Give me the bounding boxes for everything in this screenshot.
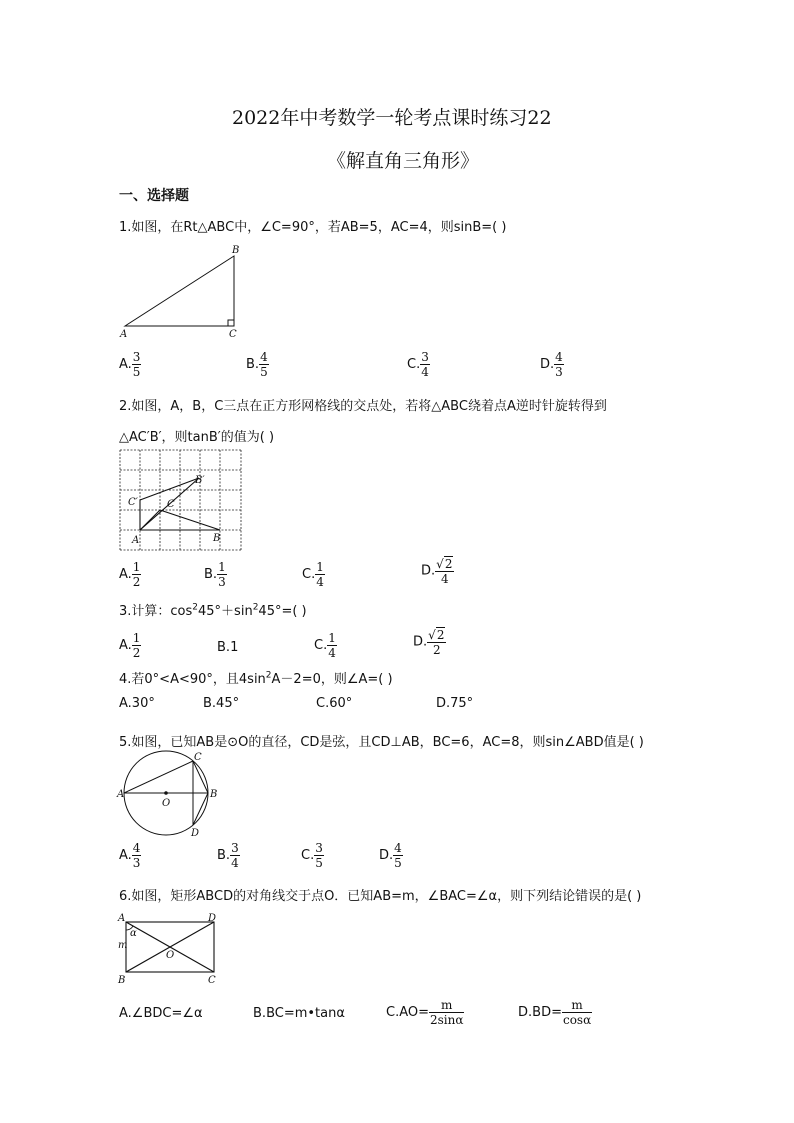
page-title: 2022年中考数学一轮考点课时练习22 — [232, 107, 552, 129]
q5-label-c: C — [194, 752, 202, 763]
question-2-text-line2: △AC′B′，则tanB′的值为( ) — [119, 430, 275, 445]
q5-option-b[interactable]: B. $\frac{3}{4}$ — [217, 841, 239, 870]
question-1-figure — [116, 242, 246, 340]
question-2-text-line1: 2.如图，A，B，C三点在正方形网格线的交点处，若将△ABC绕着点A逆时针旋转得到 — [119, 399, 607, 414]
q3-option-d[interactable]: D. $\frac{√2}{2}$ — [413, 628, 445, 657]
q4-option-b[interactable]: B.45° — [203, 696, 240, 711]
q2-option-b[interactable]: B. $\frac{1}{3}$ — [204, 560, 226, 589]
question-6-text: 6.如图，矩形ABCD的对角线交于点O．已知AB=m，∠BAC=∠α，则下列结论错误的是( ) — [119, 889, 642, 904]
q2-label-b-prime: B′ — [195, 475, 205, 486]
q6-label-o: O — [166, 950, 175, 961]
q6-option-b[interactable]: B.BC=m•tanα — [253, 1006, 345, 1021]
question-1-text: 1.如图，在Rt△ABC中，∠C=90°，若AB=5，AC=4，则sinB=( ) — [119, 220, 507, 235]
q1-label-a: A — [120, 329, 128, 340]
q3-option-c[interactable]: C. $\frac{1}{4}$ — [314, 631, 336, 660]
q4-option-a[interactable]: A.30° — [119, 696, 155, 711]
question-4-text: 4.若0°<A<90°，且$4\sin^2A-2=0$，则∠A=( ) — [119, 670, 393, 687]
q6-option-a[interactable]: A.∠BDC=∠α — [119, 1006, 203, 1021]
q2-label-a: A — [132, 535, 140, 546]
q3-option-b[interactable]: B.1 — [217, 640, 239, 655]
q5-option-c[interactable]: C. $\frac{3}{5}$ — [301, 841, 323, 870]
section-heading: 一、选择题 — [119, 188, 189, 204]
q3-option-a[interactable]: A. $\frac{1}{2}$ — [119, 631, 141, 660]
q6-label-a: A — [118, 913, 126, 924]
q1-option-b[interactable]: B. $\frac{4}{5}$ — [246, 350, 268, 379]
q2-option-a[interactable]: A. $\frac{1}{2}$ — [119, 560, 141, 589]
q5-option-d[interactable]: D. $\frac{4}{5}$ — [379, 841, 402, 870]
q2-label-b: B — [213, 533, 221, 544]
question-3-text: 3.计算：$\cos^245^\circ+\sin^245^\circ=$( ) — [119, 602, 307, 619]
q2-label-c: C — [167, 499, 175, 510]
q6-label-c: C — [208, 975, 216, 986]
question-5-text: 5.如图，已知AB是⊙O的直径，CD是弦，且CD⊥AB，BC=6，AC=8，则sin∠ABD值是( ) — [119, 735, 644, 750]
q1-label-c: C — [229, 329, 237, 340]
q6-label-m: m — [118, 940, 128, 951]
q6-option-c[interactable]: C.AO= $\frac{m}{2\sin\alpha}$ — [386, 998, 464, 1027]
q4-option-c[interactable]: C.60° — [316, 696, 353, 711]
q1-label-b: B — [232, 245, 240, 256]
page-subtitle: 《解直角三角形》 — [327, 150, 480, 172]
q6-label-alpha: α — [130, 928, 137, 939]
q5-label-d: D — [191, 828, 200, 839]
q1-option-d[interactable]: D. $\frac{4}{3}$ — [540, 350, 563, 379]
q4-option-d[interactable]: D.75° — [436, 696, 474, 711]
q5-label-o: O — [162, 798, 171, 809]
q2-option-d[interactable]: D. $\frac{√2}{4}$ — [421, 557, 453, 586]
question-2-figure — [119, 449, 243, 553]
q5-label-b: B — [210, 789, 218, 800]
question-6-figure — [116, 910, 226, 986]
q6-option-d[interactable]: D.BD= $\frac{m}{\cos\alpha}$ — [518, 998, 592, 1027]
q5-label-a: A — [117, 789, 125, 800]
q6-label-b: B — [118, 975, 126, 986]
q6-label-d: D — [208, 913, 217, 924]
q2-option-c[interactable]: C. $\frac{1}{4}$ — [302, 560, 324, 589]
q5-option-a[interactable]: A. $\frac{4}{3}$ — [119, 841, 141, 870]
q1-option-a[interactable]: A. $\frac{3}{5}$ — [119, 350, 141, 379]
q1-option-c[interactable]: C. $\frac{3}{4}$ — [407, 350, 429, 379]
q2-label-c-prime: C′ — [128, 497, 138, 508]
question-5-figure — [116, 750, 222, 840]
